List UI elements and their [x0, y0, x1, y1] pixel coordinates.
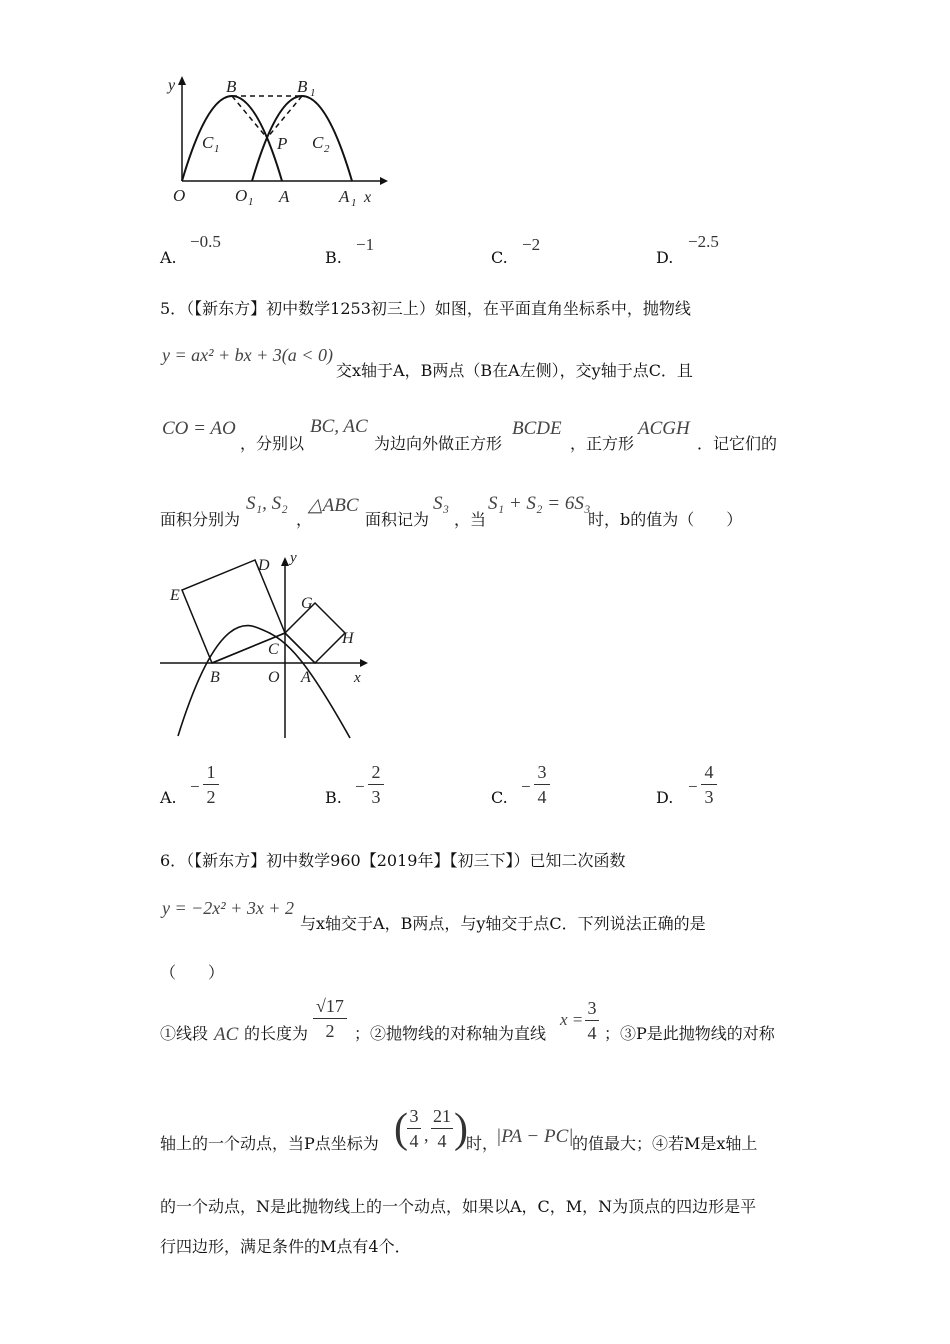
label-a1: A	[339, 187, 350, 206]
q6-paren-right: )	[454, 1106, 468, 1152]
q5-option-c-sign: −	[521, 777, 531, 796]
q6-p-den2: 4	[437, 1131, 447, 1151]
q5-option-a-den: 2	[206, 787, 216, 807]
q6-s2c: 的值最大；④若M是x轴上	[572, 1134, 758, 1153]
q5-option-d-den: 3	[704, 787, 714, 807]
q6-equation: y = −2x² + 3x + 2	[162, 898, 294, 918]
q5-option-a-sign: −	[190, 777, 200, 796]
q5-eq-acgh: ACGH	[638, 418, 690, 439]
q5-t4a: 面积分别为	[160, 510, 241, 529]
figure-squares-parabola	[158, 548, 380, 748]
q6-line-end1: 的一个动点，N是此抛物线上的一个动点，如果以A，C，M，N为顶点的四边形是平	[160, 1197, 757, 1216]
q5-line2: 交x轴于A，B两点（B在A左侧），交y轴于点C．且	[336, 361, 693, 380]
label-c1: C	[202, 133, 214, 152]
q5-option-b-fraction	[368, 762, 384, 807]
q6-eq-abs: |PA − PC|	[496, 1126, 574, 1147]
q5-eq-triangle: △ABC	[308, 495, 359, 516]
figure-parabolas-c1-c2	[160, 68, 400, 220]
label-c2: C	[312, 133, 324, 152]
q6-point-comma: ,	[424, 1125, 429, 1145]
q5-eq-bcde: BCDE	[512, 418, 562, 439]
q5-t4d: ，当	[454, 510, 487, 529]
q6-s1d: ；③P是此抛物线的对称	[604, 1024, 775, 1043]
label-g: G	[301, 595, 313, 612]
q5-t3b: 为边向外做正方形	[374, 434, 503, 453]
label-d: D	[258, 557, 270, 574]
q6-p-num1: 3	[409, 1106, 419, 1126]
q6-p-num2: 21	[433, 1106, 451, 1126]
q6-s1c: ；②抛物线的对称轴为直线	[354, 1024, 547, 1043]
q6-point-y	[431, 1106, 453, 1151]
x-axis-arrow	[380, 177, 388, 185]
label-o: O	[173, 186, 186, 205]
dashed-bp	[232, 96, 267, 138]
q5-option-c-label[interactable]: C.	[491, 788, 508, 807]
q5-option-d-label[interactable]: D.	[656, 788, 674, 807]
q5-option-d-fraction	[701, 762, 717, 807]
y-axis-arrow	[281, 557, 289, 566]
q5-t3c: ，正方形	[570, 434, 635, 453]
q4-option-b-value: −1	[356, 235, 375, 254]
q5-t3d: ．记它们的	[697, 434, 778, 453]
q6-s1a: ①线段	[160, 1024, 209, 1043]
q5-option-a-num: 1	[206, 762, 216, 782]
q4-option-c-value: −2	[522, 235, 541, 254]
q5-line1: 5．（【新东方】初中数学1253初三上）如图，在平面直角坐标系中，抛物线	[160, 299, 691, 318]
label-p: P	[277, 134, 288, 153]
dashed-b1p	[267, 96, 302, 138]
q5-option-c-den: 4	[537, 787, 547, 807]
q5-option-c-fraction	[534, 762, 550, 807]
q4-option-a-value: −0.5	[190, 232, 221, 251]
label-y: y	[290, 550, 297, 566]
y-axis-arrow	[178, 76, 186, 85]
q6-frac-axis	[585, 998, 599, 1043]
label-b: B	[226, 77, 237, 96]
q5-eq-bc-ac: BC, AC	[310, 416, 368, 437]
label-o1-sub: 1	[248, 196, 254, 208]
q5-t4b: ，	[296, 510, 313, 529]
label-o: O	[268, 669, 280, 686]
q6-frac2-den: 4	[587, 1023, 597, 1043]
q5-option-c-num: 3	[537, 762, 547, 782]
q5-eq-s1s2: S₁, S₂	[246, 493, 288, 514]
q6-frac2-num: 3	[587, 998, 597, 1018]
q5-option-a-fraction	[203, 762, 219, 807]
label-a: A	[301, 669, 311, 686]
label-x: x	[354, 670, 361, 686]
q4-option-d-label[interactable]: D.	[656, 248, 674, 267]
label-c1-sub: 1	[214, 143, 220, 155]
q5-eq-co-ao: CO = AO	[162, 418, 236, 439]
q6-eq-ac: AC	[214, 1024, 239, 1045]
q5-eq-s3: S₃	[433, 493, 450, 514]
label-h: H	[342, 630, 354, 647]
q4-option-a-label[interactable]: A.	[160, 248, 177, 267]
q6-line-end2: 行四边形，满足条件的M点有4个．	[160, 1237, 411, 1256]
label-b1: B	[297, 77, 308, 96]
q5-t3a: ，分别以	[240, 434, 305, 453]
q6-s1b: 的长度为	[244, 1024, 309, 1043]
label-b1-sub: 1	[310, 87, 316, 99]
q6-point-x	[407, 1106, 421, 1151]
q5-option-b-sign: −	[355, 777, 365, 796]
square-acgh	[285, 603, 345, 663]
label-a: A	[279, 187, 290, 206]
q4-option-b-label[interactable]: B.	[325, 248, 342, 267]
label-b: B	[210, 669, 220, 686]
q5-option-b-num: 2	[371, 762, 381, 782]
q5-option-a-label[interactable]: A.	[160, 788, 177, 807]
q6-line2: 与x轴交于A，B两点，与y轴交于点C．下列说法正确的是	[300, 914, 706, 933]
q6-p-den1: 4	[409, 1131, 419, 1151]
q4-option-d-value: −2.5	[688, 232, 719, 251]
label-c2-sub: 2	[324, 143, 330, 155]
label-y: y	[168, 77, 176, 94]
q5-t4c: 面积记为	[365, 510, 430, 529]
q5-option-b-den: 3	[371, 787, 381, 807]
q6-frac1-num: √17	[316, 996, 344, 1016]
parabola-c2	[252, 96, 352, 181]
label-x: x	[364, 189, 372, 206]
q5-option-d-num: 4	[704, 762, 714, 782]
q6-line3: （ ）	[160, 963, 225, 982]
q6-eq-x: x =	[560, 1010, 584, 1029]
q6-line1: 6．（【新东方】初中数学960【2019年】【初三下】）已知二次函数	[160, 851, 626, 870]
q6-frac1-den: 2	[325, 1021, 335, 1041]
q6-frac-ac-length	[313, 996, 347, 1041]
q5-eq-sum: S₁ + S₂ = 6S₃	[488, 493, 591, 514]
q4-option-c-label[interactable]: C.	[491, 248, 508, 267]
q6-s2a: 轴上的一个动点，当P点坐标为	[160, 1134, 379, 1153]
q5-option-d-sign: −	[688, 777, 698, 796]
label-e: E	[170, 587, 180, 604]
label-o1: O	[235, 186, 248, 205]
q6-paren-left: (	[394, 1106, 408, 1152]
q5-equation: y = ax² + bx + 3(a < 0)	[162, 345, 333, 365]
x-axis-arrow	[360, 659, 368, 667]
q6-s2b: 时，	[466, 1134, 499, 1153]
label-a1-sub: 1	[351, 197, 357, 209]
q5-t4e: 时，b的值为（ ）	[588, 510, 743, 529]
q5-option-b-label[interactable]: B.	[325, 788, 342, 807]
label-c: C	[268, 641, 279, 658]
